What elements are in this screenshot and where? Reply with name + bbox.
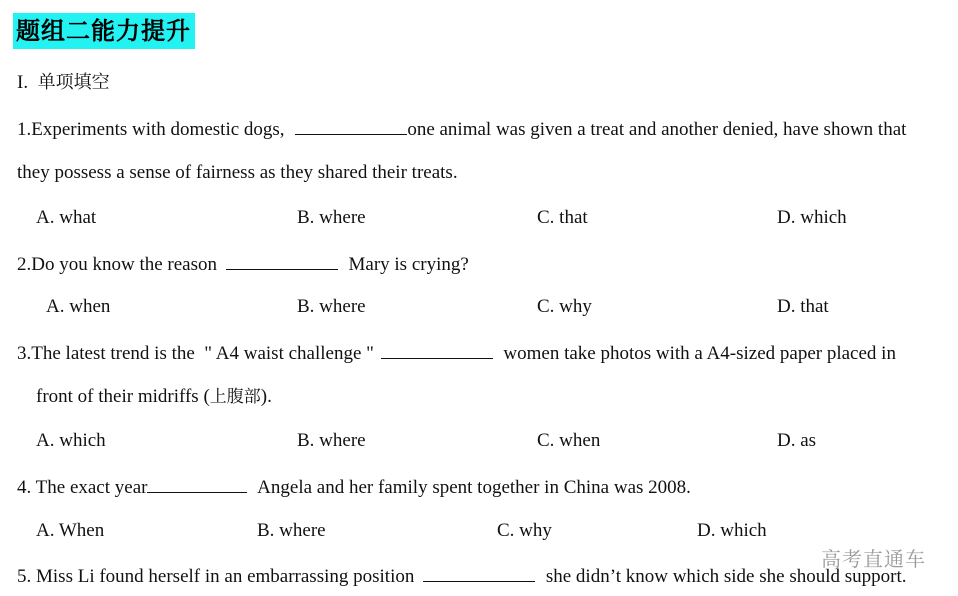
question-4-stem [17,474,691,500]
question-1-option-a[interactable]: A. what [36,207,97,228]
question-4-option-d[interactable]: D. which [697,520,767,541]
question-3-text-b: women take photos with a A4-sized paper placed in [503,343,896,364]
question-2-text-a: 2.Do you know the reason [17,254,217,275]
question-1-blank [295,116,407,135]
section-label: 单项填空 [37,72,110,93]
section-heading: 题组二能力提升 [13,13,195,49]
question-4-text-b: Angela and her family spent together in China was 2008. [257,477,691,498]
question-1-option-d[interactable]: D. which [777,207,847,228]
question-3-stem-line2 [36,385,272,409]
question-5-blank [423,563,535,582]
question-2-option-c[interactable]: C. why [537,296,592,317]
question-5-text-a: 5. Miss Li found herself in an embarrassing position [17,566,415,587]
question-5-text-b: she didn’t know which side she should support. [545,566,907,587]
question-3-line2-text-a: front of their midriffs ( [36,386,210,407]
question-1-option-b[interactable]: B. where [297,207,366,228]
question-4-blank [147,474,247,493]
watermark: 高考直通车 [821,547,926,571]
question-1-stem-line2: they possess a sense of fairness as they shared their treats. [17,162,458,183]
question-2-option-a[interactable]: A. when [46,296,111,317]
question-2-option-b[interactable]: B. where [297,296,366,317]
question-3-option-d[interactable]: D. as [777,430,817,451]
question-2-text-b: Mary is crying? [348,254,469,275]
section-title [17,71,110,95]
question-4-text-a: 4. The exact year [17,477,148,498]
question-1-text-b: one animal was given a treat and another denied, have shown that [407,119,907,140]
question-3-blank [381,340,493,359]
question-4-option-b[interactable]: B. where [257,520,326,541]
question-3-line2-text-b: ). [260,386,272,407]
question-3-option-c[interactable]: C. when [537,430,601,451]
question-3-stem [17,340,896,366]
question-3-text-a: 3.The latest trend is the " A4 waist challenge " [17,343,374,364]
question-1-stem [17,116,906,142]
question-2-blank [226,251,338,270]
section-number: I. [17,72,29,93]
question-5-stem [17,563,907,589]
question-1-text-a: 1.Experiments with domestic dogs, [17,119,285,140]
question-3-line2-chinese: 上腹部 [209,387,261,407]
question-3-option-b[interactable]: B. where [297,430,366,451]
question-2-option-d[interactable]: D. that [777,296,829,317]
question-4-option-c[interactable]: C. why [497,520,552,541]
question-4-option-a[interactable]: A. When [36,520,105,541]
question-2-stem [17,251,469,277]
question-1-option-c[interactable]: C. that [537,207,588,228]
question-3-option-a[interactable]: A. which [36,430,106,451]
